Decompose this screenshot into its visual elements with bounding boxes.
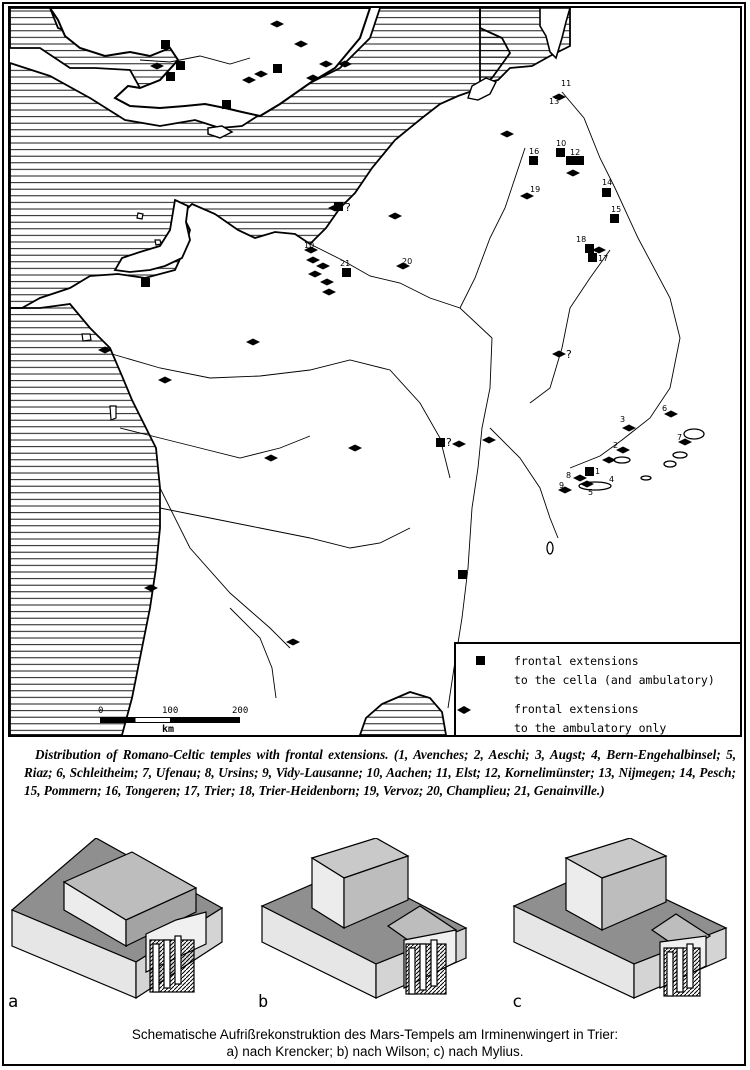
- site-square: [166, 72, 175, 81]
- site-square: [575, 156, 584, 165]
- temple-reconstructions: [6, 838, 746, 1020]
- site-square: [342, 268, 351, 277]
- label-site-4: 4: [609, 475, 615, 484]
- site-diamond: [500, 131, 514, 138]
- label-site-14: 14: [602, 178, 613, 187]
- legend-diamond-symbol: [456, 705, 472, 715]
- label-uncertain: ?: [446, 436, 452, 449]
- site-square: [556, 148, 565, 157]
- sea-mediterranean: [360, 692, 446, 735]
- river-loire: [112, 354, 450, 478]
- site-diamond: [322, 289, 336, 296]
- map-legend: [454, 642, 742, 737]
- site-diamond: [552, 351, 566, 358]
- island-jersey: [155, 240, 161, 245]
- site-square: [529, 156, 538, 165]
- lake-constance: [684, 429, 704, 439]
- label-site-11: 11: [561, 79, 572, 88]
- scale-tick-0: 0: [98, 706, 104, 716]
- scale-bar-graphic: [100, 717, 240, 723]
- scale-tick-200: 200: [232, 706, 249, 716]
- label-site-6: 6: [662, 404, 668, 413]
- map-caption: Distribution of Romano-Celtic temples with frontal extensions. (1, Avenches; 2, Aeschi; 3, Augst; 4, Bern-Engehalbinsel; 5, Riaz; 6, Schleitheim; 7, Ufenau; 8, Ursins; 9, Vidy-Lausanne; 10, Aachen; 11, Elst; 12, Kornelimünster; 13, Nijmegen; 14, Pesch; 15, Pommern; 16, Tongeren; 17, Trier; 18, Trier-Heidenborn; 19, Vervoz; 20, Champlieu; 21, Genainville.): [24, 747, 736, 798]
- label-site-8: 8: [566, 471, 572, 480]
- label-site-10-west: 10: [304, 241, 315, 250]
- site-square: [273, 64, 282, 73]
- scale-unit: km: [162, 724, 175, 735]
- legend-cella-line1: frontal extensions: [514, 654, 639, 668]
- label-uncertain: ?: [180, 60, 186, 73]
- site-diamond: [388, 213, 402, 220]
- river-saone-tributary: [490, 428, 558, 538]
- site-diamond: [602, 457, 616, 464]
- legend-square-symbol: [476, 656, 485, 665]
- drawing-label-b: b: [258, 992, 269, 1012]
- temple-drawing-c: [514, 838, 726, 998]
- label-site-1: 1: [595, 467, 601, 476]
- label-site-21: 21: [340, 259, 351, 268]
- site-diamond: [306, 257, 320, 264]
- site-diamond: [573, 475, 587, 482]
- label-site-20: 20: [402, 257, 413, 266]
- reconstruction-caption-line2: a) nach Krencker; b) nach Wilson; c) nach Mylius.: [226, 1044, 524, 1059]
- legend-cella-line2: to the cella (and ambulatory): [514, 673, 715, 687]
- drawing-label-c: c: [512, 992, 523, 1012]
- lake-bourget: [547, 542, 553, 554]
- sea-atlantic-bay-of-biscay: [10, 304, 160, 735]
- river-meuse: [460, 148, 525, 308]
- lake-neuchatel: [614, 457, 630, 463]
- label-site-2: 2: [613, 441, 619, 450]
- river-dordogne: [160, 508, 410, 548]
- reconstruction-caption-line1: Schematische Aufrißrekonstruktion des Mars-Tempels am Irminenwingert in Trier:: [131, 1027, 619, 1042]
- site-diamond: [286, 639, 300, 646]
- scale-bar: [98, 706, 268, 736]
- river-seine: [310, 244, 492, 338]
- lake-zurich: [673, 452, 687, 458]
- label-site-13: 13: [549, 97, 560, 106]
- temple-drawing-a: [12, 838, 222, 998]
- island-belle-ile: [82, 334, 91, 341]
- river-moselle: [530, 250, 610, 403]
- site-diamond: [246, 339, 260, 346]
- site-square: [602, 188, 611, 197]
- site-square: [458, 570, 467, 579]
- label-site-3: 3: [620, 415, 626, 424]
- lake-thun: [641, 476, 651, 480]
- label-site-17: 17: [598, 254, 609, 263]
- legend-ambulatory-line1: frontal extensions: [514, 702, 639, 716]
- scale-tick-100: 100: [162, 706, 179, 716]
- label-uncertain: ?: [566, 348, 572, 361]
- lake-lucerne: [664, 461, 676, 467]
- temple-drawings-canvas: [6, 838, 746, 1020]
- label-site-12: 12: [570, 148, 581, 157]
- label-site-7: 7: [677, 433, 683, 442]
- reconstruction-caption: [10, 1026, 740, 1060]
- site-square: [588, 253, 597, 262]
- map-canvas: [10, 8, 740, 735]
- label-uncertain: ?: [345, 201, 351, 214]
- site-diamond: [482, 437, 496, 444]
- site-square: [610, 214, 619, 223]
- site-diamond: [308, 271, 322, 278]
- site-square: [585, 244, 594, 253]
- site-diamond: [616, 447, 630, 454]
- site-square: [566, 156, 575, 165]
- site-square: [141, 278, 150, 287]
- site-diamond: [592, 247, 606, 254]
- site-square: [161, 40, 170, 49]
- island-ile-d-oleron: [110, 406, 116, 420]
- label-site-16: 16: [529, 147, 540, 156]
- label-site-18: 18: [576, 235, 587, 244]
- site-square: [222, 100, 231, 109]
- label-site-5: 5: [588, 488, 594, 497]
- site-square: [585, 467, 594, 476]
- site-diamond: [348, 445, 362, 452]
- label-site-15: 15: [611, 205, 622, 214]
- site-square: [436, 438, 445, 447]
- site-diamond: [320, 279, 334, 286]
- label-site-19: 19: [530, 185, 541, 194]
- site-diamond: [566, 170, 580, 177]
- temple-drawing-b: [262, 838, 466, 998]
- site-diamond: [452, 441, 466, 448]
- drawing-label-a: a: [8, 992, 19, 1012]
- site-diamond: [264, 455, 278, 462]
- site-diamond: [158, 377, 172, 384]
- island-guernsey: [137, 213, 143, 219]
- site-diamond: [316, 263, 330, 270]
- distribution-map: [8, 6, 742, 737]
- label-site-10-north: 10: [556, 139, 567, 148]
- label-site-9: 9: [559, 481, 565, 490]
- river-upper-garonne: [230, 608, 276, 698]
- legend-ambulatory-line2: to the ambulatory only: [514, 721, 667, 735]
